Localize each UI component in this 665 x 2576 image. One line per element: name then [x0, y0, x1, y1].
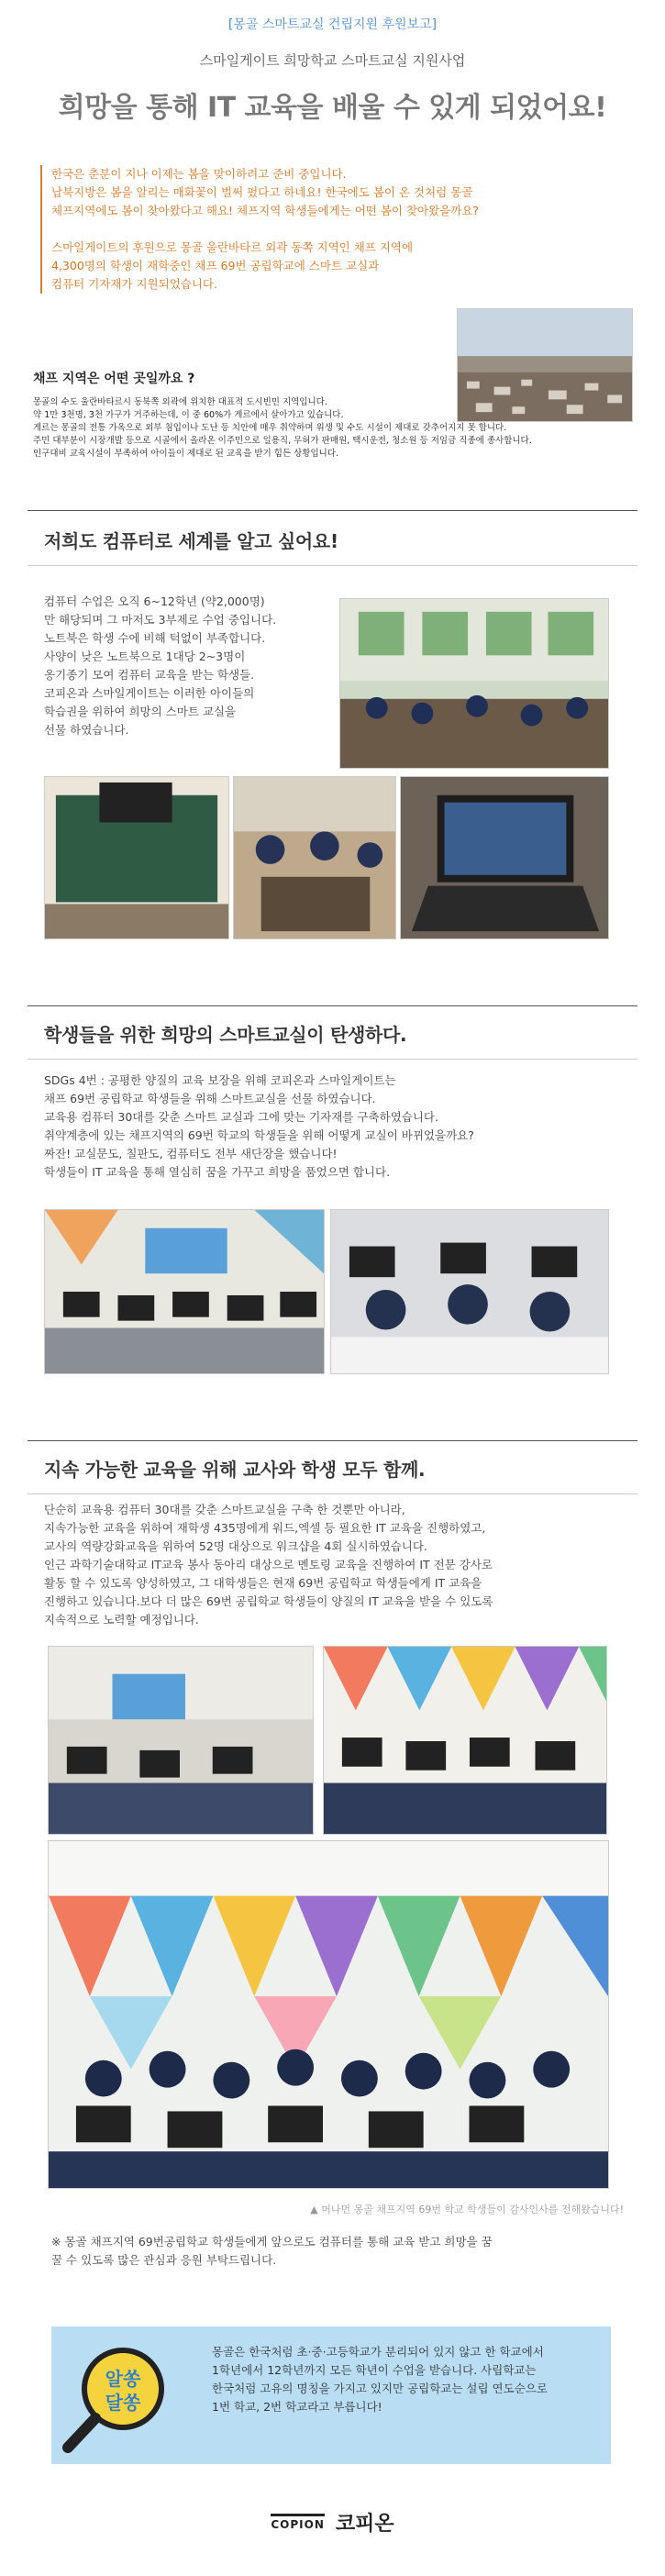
section1-line: 코피온과 스마일게이트는 이러한 아이들의	[44, 686, 255, 700]
trivia-line: 한국처럼 고유의 명칭을 가지고 있지만 공립학교는 설립 연도순으로	[212, 2382, 548, 2395]
section2-line: SDGs 4번 : 공평한 양질의 교육 보장을 위해 코피온과 스마일게이트는	[44, 1073, 396, 1087]
section2-line: 짜잔! 교실문도, 칠판도, 컴퓨터도 전부 새단장을 했습니다!	[44, 1147, 338, 1160]
trivia-box	[51, 2326, 611, 2464]
section3-line: 단순히 교육용 컴퓨터 30대를 갖춘 스마트교실을 구축 한 것뿐만 아니라,	[44, 1503, 405, 1516]
region-line: 인구대비 교육시설이 부족하여 아이들이 제대로 된 교육을 받기 힘든 상황입니다.	[33, 449, 339, 459]
copion-logo	[0, 2508, 665, 2537]
section1-line: 학습권을 위하여 희망의 스마트 교실을	[44, 705, 237, 718]
trivia-line: 1번 학교, 2번 학교라고 부릅니다!	[212, 2400, 382, 2414]
section2-text	[44, 1071, 631, 1182]
section2-line: 취약계층에 있는 채프지역의 69번 학교의 학생들을 위해 어떻게 교실이 바뀌었을까요?	[44, 1128, 474, 1142]
teacher-workshop-photo	[48, 1646, 314, 1835]
trivia-line: 1학년에서 12학년까지 모든 학년이 수업을 받습니다. 사립학교는	[212, 2363, 537, 2377]
section-divider	[28, 565, 637, 566]
intro-line: 한국은 춘분이 지나 이제는 봄을 맞이하려고 준비 중입니다.	[51, 167, 347, 181]
section3-text	[44, 1501, 631, 1629]
trivia-text	[212, 2343, 597, 2416]
section3-line: 인근 과학기술대학교 IT교육 봉사 동아리 대상으로 멘토링 교육을 진행하여 IT 전문 강사로	[44, 1558, 493, 1571]
section1-line: 선물 하였습니다.	[44, 723, 129, 737]
blackboard-photo	[44, 776, 229, 939]
intro-line: 4,300명의 학생이 재학중인 채프 69번 공립학교에 스마트 교실과	[51, 259, 380, 272]
intro-line: 스마일게이트의 후원으로 몽골 울란바타르 외곽 동쪽 지역인 채프 지역에	[51, 240, 414, 254]
note-line: 꿀 수 있도록 많은 관심과 응원 부탁드립니다.	[51, 2253, 277, 2267]
section3-line: 교사의 역량강화교육을 위하여 52명 대상으로 워크샵을 4회 실시하였습니다.	[44, 1539, 427, 1553]
section1-line: 컴퓨터 수업은 오직 6~12학년 (약2,000명)	[44, 594, 265, 608]
section3-line: 지속가능한 교육을 위하여 재학생 435명에게 워드,엑셀 등 필요한 IT 교육을 진행하였고,	[44, 1521, 486, 1535]
badge-text-2: 달쏭	[105, 2392, 141, 2414]
intro-line: 납북지방은 봄을 알리는 매화꽃이 벌써 펐다고 하네요! 한국에도 봄이 온 것처럼 몽골	[51, 185, 473, 199]
section3-line: 지속적으로 노력할 예정입니다.	[44, 1613, 199, 1627]
region-line: 몽골의 수도 울란바타르시 동북쪽 외곽에 위치한 대표적 도시빈민 지역입니다.	[33, 397, 327, 407]
section-divider	[28, 1440, 637, 1441]
section2-line: 학생들이 IT 교육을 통해 열심히 꿈을 가꾸고 희망을 품었으면 합니다.	[44, 1165, 391, 1179]
section3-title: 지속 가능한 교육을 위해 교사와 학생 모두 함께.	[44, 1459, 426, 1481]
intro-box	[40, 165, 627, 294]
section1-line: 사양이 낮은 노트북으로 1대당 2~3명이	[44, 650, 246, 663]
section-divider	[28, 1493, 637, 1494]
logo-mark: COPION	[271, 2514, 325, 2531]
report-tag: [몽골 스마트교실 건립지원 후원보고]	[227, 17, 438, 32]
note-line: ※ 몽골 채프지역 69번공립학교 학생들에게 앞으로도 컴퓨터를 통해 교육 받고 희망을 꿈	[51, 2235, 493, 2248]
section-divider	[28, 1005, 637, 1006]
logo-korean: 코피온	[335, 2513, 394, 2536]
classroom-photo	[339, 598, 609, 769]
section2-line: 교육용 컴퓨터 30대를 갖춘 스마트 교실과 그에 맞는 기자재를 구축하였습니다.	[44, 1110, 438, 1124]
smart-classroom-photo	[44, 1209, 325, 1374]
project-subtitle: 스마일게이트 희망학교 스마트교실 지원사업	[199, 52, 466, 69]
region-line: 약 1만 3천명, 3천 가구가 거주하는데, 이 중 60%가 게르에서 살아가고 있습니다.	[33, 410, 344, 420]
magnifier-icon	[59, 2337, 178, 2457]
region-line: 게르는 몽골의 전통 가옥으로 외부 침입이나 도난 등 치안에 매우 취약하며 위생 및 수도 시설이 제대로 갖추어지지 못 합니다.	[33, 423, 507, 433]
section3-line: 진행하고 있습니다.보다 더 많은 69번 공립학교 학생들이 양질의 IT 교육을 받을 수 있도록	[44, 1594, 493, 1608]
section2-title: 학생들을 위한 희망의 스마트교실이 탄생하다.	[44, 1024, 407, 1046]
colorful-classroom-photo	[323, 1646, 607, 1835]
photo-caption: ▲ 머나먼 몽골 채프지역 69번 학교 학생들이 감사인사를 전해왔습니다!	[310, 2204, 624, 2215]
section1-title: 저희도 컴퓨터로 세계를 알고 싶어요!	[44, 530, 338, 552]
trivia-line: 몽골은 한국처럼 초·중·고등학교가 분리되어 있지 않고 한 학교에서	[212, 2345, 544, 2359]
section1-line: 만 해당되며 그 마저도 3부제로 수업 중입니다.	[44, 613, 277, 627]
laptop-photo	[400, 776, 609, 939]
intro-line: 컴퓨터 기자재가 지원되었습니다.	[51, 277, 217, 291]
students-computer-photo	[330, 1209, 609, 1374]
page-title: 희망을 통해 IT 교육을 배울 수 있게 되었어요!	[58, 92, 607, 124]
support-note	[51, 2233, 611, 2270]
section1-line: 옹기종기 모여 컴퓨터 교육을 받는 학생들.	[44, 668, 255, 682]
intro-line: 체프지역에도 봄이 찾아왔다고 해요! 체프지역 학생들에게는 어떤 봄이 찾아왔을까요?	[51, 204, 480, 217]
section2-line: 채프 69번 공립학교 학생들을 위해 스마트교실을 선물 하였습니다.	[44, 1092, 376, 1105]
region-line: 주민 대부분이 시장개발 등으로 시골에서 올라온 이주민으로 일용직, 무허가 판매원, 택시운전, 청소원 등 저임금 직종에 종사합니다.	[33, 436, 532, 446]
section1-line: 노트북은 학생 수에 비해 턱없이 부족합니다.	[44, 631, 266, 645]
badge-text-1: 알쏭	[105, 2368, 141, 2390]
section1-text	[44, 593, 347, 739]
students-laptop-photo	[233, 776, 396, 939]
region-description	[33, 396, 634, 461]
section-divider	[28, 1059, 637, 1060]
region-title: 채프 지역은 어떤 곳일까요 ?	[33, 372, 195, 386]
section-divider	[28, 510, 637, 511]
section3-line: 활동 할 수 있도록 양성하였고, 그 대학생들은 현재 69번 공립학교 학생들에게 IT 교육을	[44, 1576, 482, 1590]
students-cheering-photo	[48, 1840, 609, 2189]
